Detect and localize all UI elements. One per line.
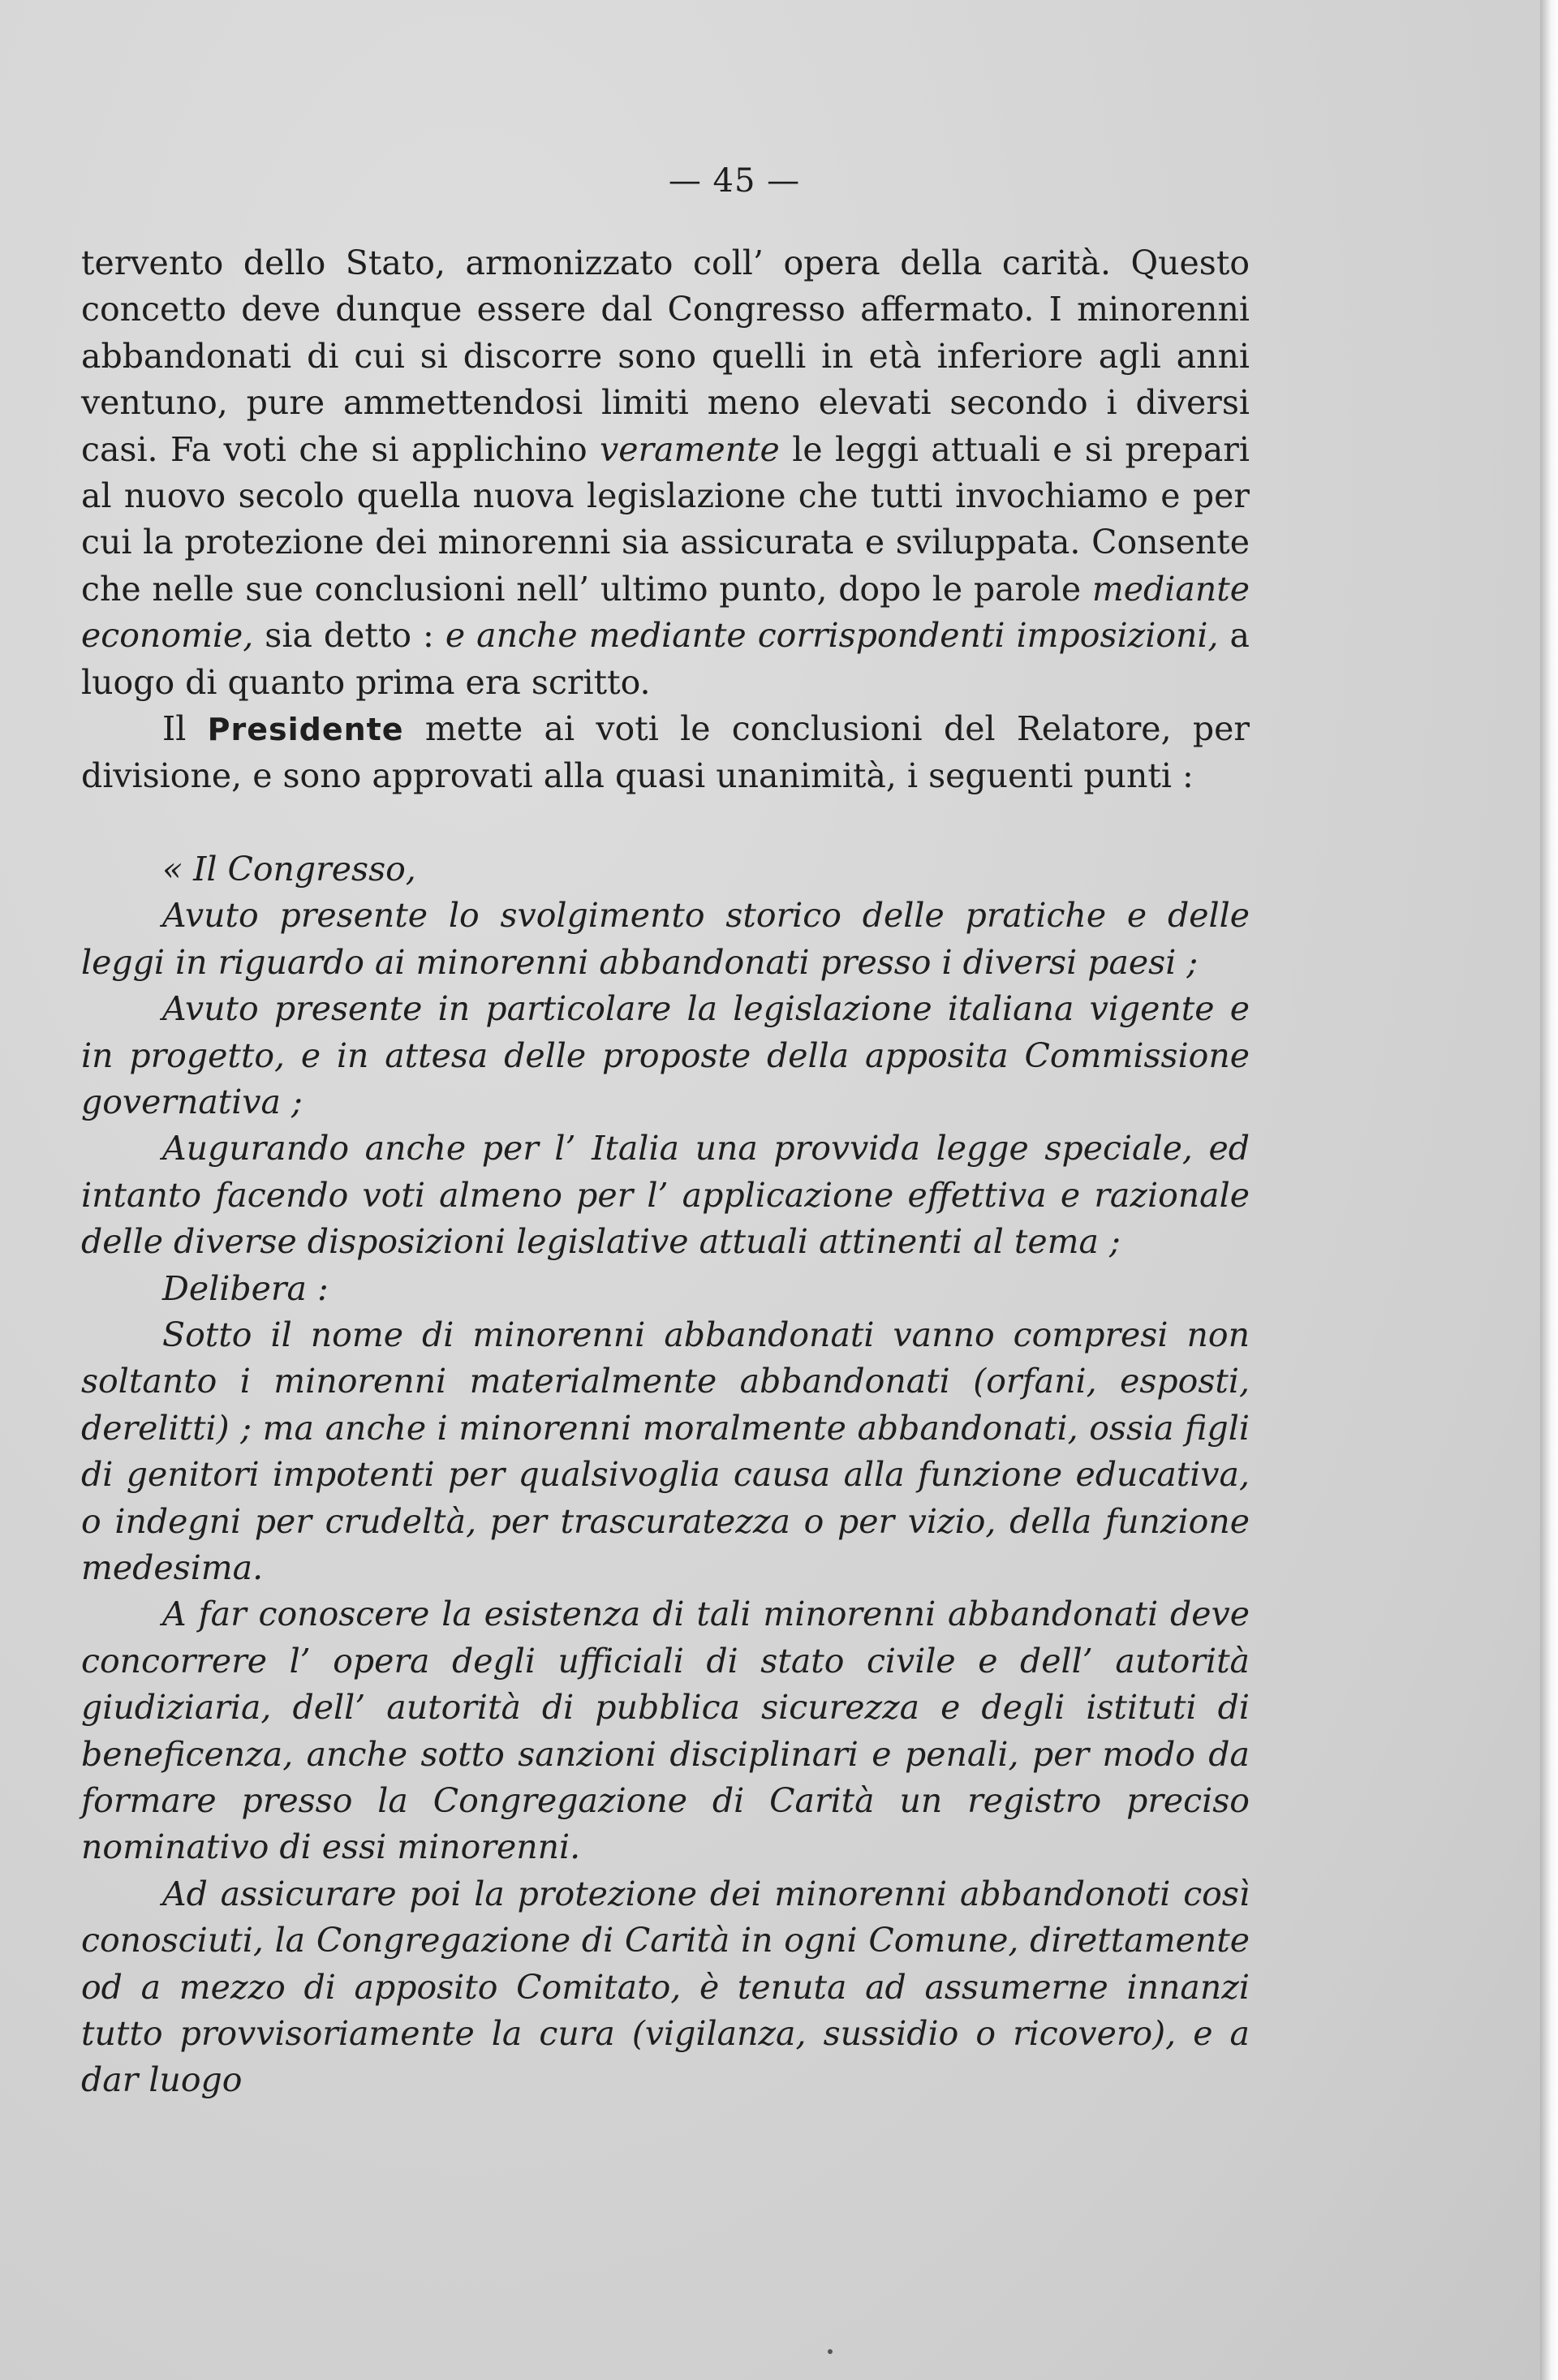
text-run: le leggi attuali e si prepari al nuovo secolo quella nuova legislazione che tutti invochiamo e per cui la protezione dei minorenni sia assicurata e sviluppata. Consente che nelle sue conclusioni nell’ ultimo punto, dopo le parole bbox=[81, 429, 1250, 609]
resolution-clause: Avuto presente in particolare la legislazione italiana vigente e in progetto, e in attesa delle proposte della apposita Commissione governativa ; bbox=[81, 989, 1250, 1121]
text-run: a luogo di quanto prima era scritto. bbox=[81, 616, 1250, 702]
speaker-name: Presidente bbox=[207, 712, 404, 748]
italic-run: veramente bbox=[600, 429, 780, 469]
text-run: tervento dello Stato, armonizzato coll’ opera della carità. Questo concetto deve dunque essere dal Congresso affermato. I minorenni abbandonati di cui si discorre sono quelli in età inferiore agli anni ventuno, pure ammettendosi limiti meno elevati secondo i diversi casi. Fa voti che si applichino bbox=[81, 243, 1250, 469]
body-text bbox=[81, 240, 1250, 2104]
resolution-clause: Augurando anche per l’ Italia una provvida legge speciale, ed intanto facendo voti almeno per l’ applicazione effettiva e razionale delle diverse disposizioni legislative attuali attinenti al tema ; bbox=[81, 1129, 1250, 1262]
paragraph-intervento bbox=[81, 240, 1250, 706]
resolution-clause: Avuto presente lo svolgimento storico delle pratiche e delle leggi in riguardo ai minorenni abbandonati presso i diversi paesi ; bbox=[81, 896, 1250, 982]
page-number: — 45 — bbox=[668, 162, 801, 200]
scan-speck bbox=[828, 2349, 833, 2354]
resolution-clause: Ad assicurare poi la protezione dei minorenni abbandonoti così conosciuti, la Congregazione di Carità in ogni Comune, direttamente od a mezzo di apposito Comitato, è tenuta ad assumerne innanzi tutto provvisoriamente la cura (vigilanza, sussidio o ricovero), e a dar luogo bbox=[81, 1874, 1250, 2100]
resolution-delibera: Delibera : bbox=[162, 1268, 329, 1308]
resolution-clause: A far conoscere la esistenza di tali minorenni abbandonati deve concorrere l’ opera degli ufficiali di stato civile e dell’ autorità giudiziaria, dell’ autorità di pubblica sicurezza e degli istituti di beneficenza, anche sotto sanzioni disciplinari e penali, per modo da formare presso la Congregazione di Carità un registro preciso nominativo di essi minorenni. bbox=[81, 1595, 1250, 1867]
page-edge bbox=[1540, 0, 1558, 2380]
resolution-clause: Sotto il nome di minorenni abbandonati vanno compresi non soltanto i minorenni materialmente abbandonati (orfani, esposti, derelitti) ; ma anche i minorenni moralmente abbandonati, ossia figli di genitori impotenti per qualsivoglia causa alla funzione educativa, o indegni per crudeltà, per trascuratezza o per vizio, della funzione medesima. bbox=[81, 1315, 1250, 1587]
italic-run: e anche mediante corrispondenti imposizioni, bbox=[445, 616, 1219, 656]
text-run: Il bbox=[162, 709, 208, 749]
text-run: mette ai voti le conclusioni del Relatore, per divisione, e sono approvati alla quasi unanimità, i seguenti punti : bbox=[81, 709, 1250, 796]
text-run: sia detto : bbox=[253, 616, 445, 656]
resolution-opening: « Il Congresso, bbox=[162, 849, 416, 889]
italic-run: mediante economie, bbox=[81, 569, 1250, 656]
paragraph-presidente bbox=[81, 706, 1250, 800]
